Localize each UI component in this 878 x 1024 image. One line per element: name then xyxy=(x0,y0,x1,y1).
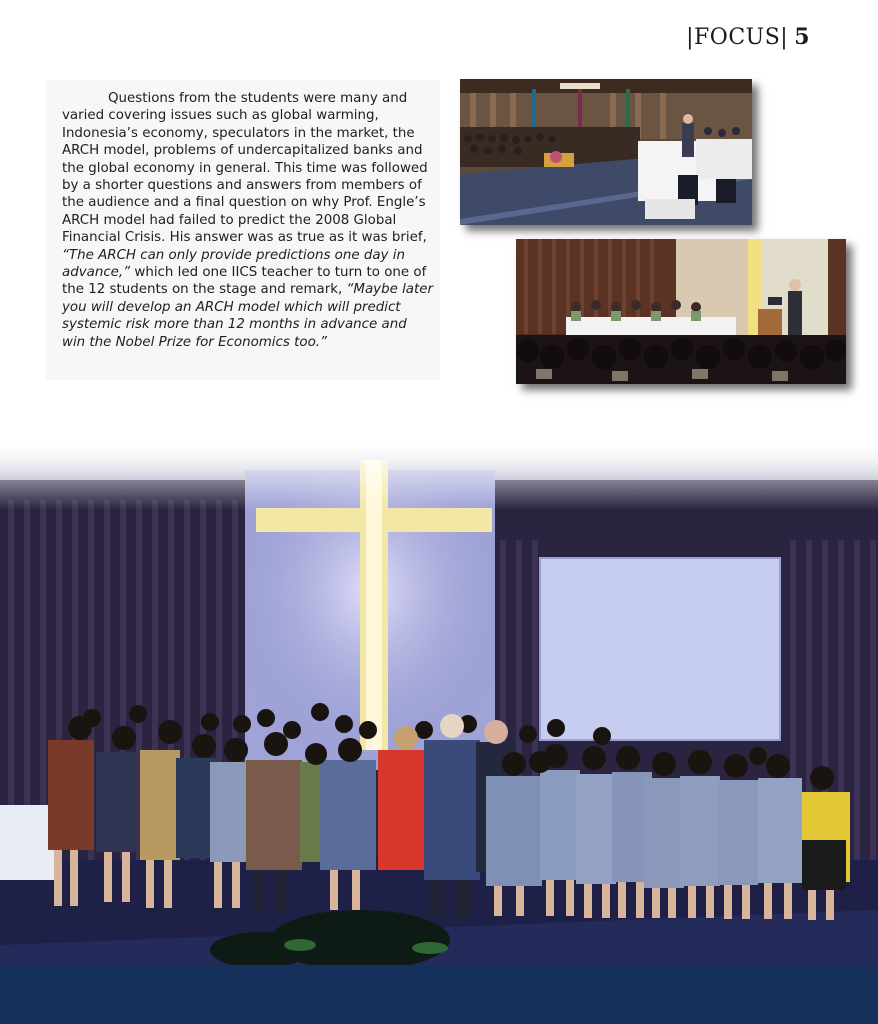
photo-panel-stage xyxy=(516,239,846,384)
text-segment-3: which led one IICS teacher to turn to one of the 12 students on the stage and remark, xyxy=(62,265,427,298)
photo-group-on-stage xyxy=(0,440,878,965)
page-number: 5 xyxy=(794,24,810,50)
footer-band xyxy=(0,965,878,1024)
section-label: |FOCUS| xyxy=(686,25,789,50)
photo-auditorium-lecture xyxy=(460,79,752,225)
text-segment-4-quote: “Maybe later you will develop an ARCH model which will predict systemic risk more than 12 months in advance and win the Nobel Prize for Economics too.” xyxy=(62,282,434,350)
article-paragraph xyxy=(62,90,434,351)
auditorium-lecture-image xyxy=(460,79,752,225)
group-photo-image xyxy=(0,440,878,965)
text-segment-1: Questions from the students were many and varied covering issues such as global warming, Indonesia’s economy, speculators in the market, the ARCH model, problems of undercapitalized banks and the global economy in general. This time was followed by a shorter questions and answers from members of the audience and a final question on why Prof. Engle’s ARCH model had failed to predict the 2008 Global Financial Crisis. His answer was as true as it was brief, xyxy=(62,91,428,246)
page-header xyxy=(686,24,810,50)
panel-stage-image xyxy=(516,239,846,384)
text-segment-2-quote: “The ARCH can only provide predictions one day in advance,” xyxy=(62,247,405,281)
